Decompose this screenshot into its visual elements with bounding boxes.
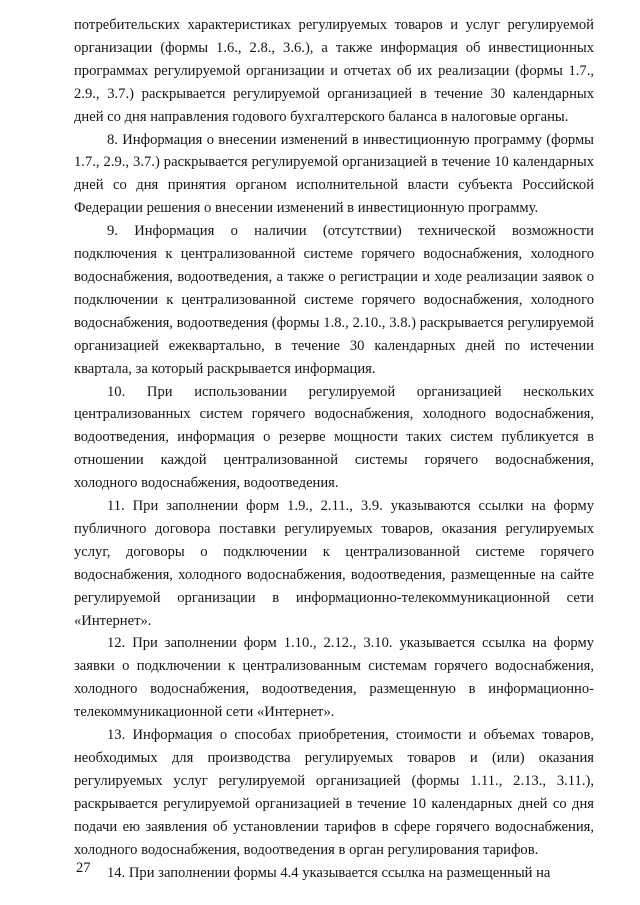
paragraph-12: 12. При заполнении форм 1.10., 2.12., 3.10. указывается ссылка на форму заявки о подключении к централизованным системам горячего водоснабжения, холодного водоснабжения, водоотведения, размещенную в информационно-телекоммуникационной сети «Интернет».	[74, 635, 594, 721]
paragraph-10: 10. При использовании регулируемой организацией нескольких централизованных систем горячего водоснабжения, холодного водоснабжения, водоотведения, информация о резерве мощности таких систем публикуется в отношении каждой централизованной системы горячего водоснабжения, холодного водоснабжения, водоотведения.	[74, 383, 594, 492]
page-number: 27	[76, 860, 91, 876]
paragraph-14: 14. При заполнении формы 4.4 указывается ссылка на размещенный на	[107, 864, 551, 881]
paragraph-11: 11. При заполнении форм 1.9., 2.11., 3.9. указываются ссылки на форму публичного договора поставки регулируемых товаров, оказания регулируемых услуг, договоры о подключении к централизованной системе горячего водоснабжения, холодного водоснабжения, водоотведения, размещенные на сайте регулируемой организации в информационно-телекоммуникационной сети «Интернет».	[74, 498, 594, 629]
paragraph-8: 8. Информация о внесении изменений в инвестиционную программу (формы 1.7., 2.9., 3.7.) раскрывается регулируемой организацией в течение 10 календарных дней со дня принятия органом исполнительной власти субъекта Российской Федерации решения о внесении изменений в инвестиционную программу.	[74, 131, 594, 217]
paragraph-9: 9. Информация о наличии (отсутствии) технической возможности подключения к централизованной системе горячего водоснабжения, холодного водоснабжения, водоотведения, а также о регистрации и ходе реализации заявок о подключении к централизованной системе горячего водоснабжения, холодного водоснабжения, водоотведения (формы 1.8., 2.10., 3.8.) раскрывается регулируемой организацией ежеквартально, в течение 30 календарных дней по истечении квартала, за который раскрывается информация.	[74, 223, 594, 377]
paragraph-13: 13. Информация о способах приобретения, стоимости и объемах товаров, необходимых для производства регулируемых товаров и (или) оказания регулируемых услуг регулируемой организацией (формы 1.11., 2.13., 3.11.), раскрывается регулируемой организацией в течение 10 календарных дней со дня подачи ею заявления об установлении тарифов в сфере горячего водоснабжения, холодного водоснабжения, водоотведения в орган регулирования тарифов.	[74, 727, 594, 858]
document-page	[74, 14, 594, 884]
paragraph-continuation: потребительских характеристиках регулируемых товаров и услуг регулируемой организации (формы 1.6., 2.8., 3.6.), а также информация об инвестиционных программах регулируемой организации и отчетах об их реализации (формы 1.7., 2.9., 3.7.) раскрывается регулируемой организацией в течение 30 календарных дней со дня направления годового бухгалтерского баланса в налоговые органы.	[74, 17, 594, 125]
